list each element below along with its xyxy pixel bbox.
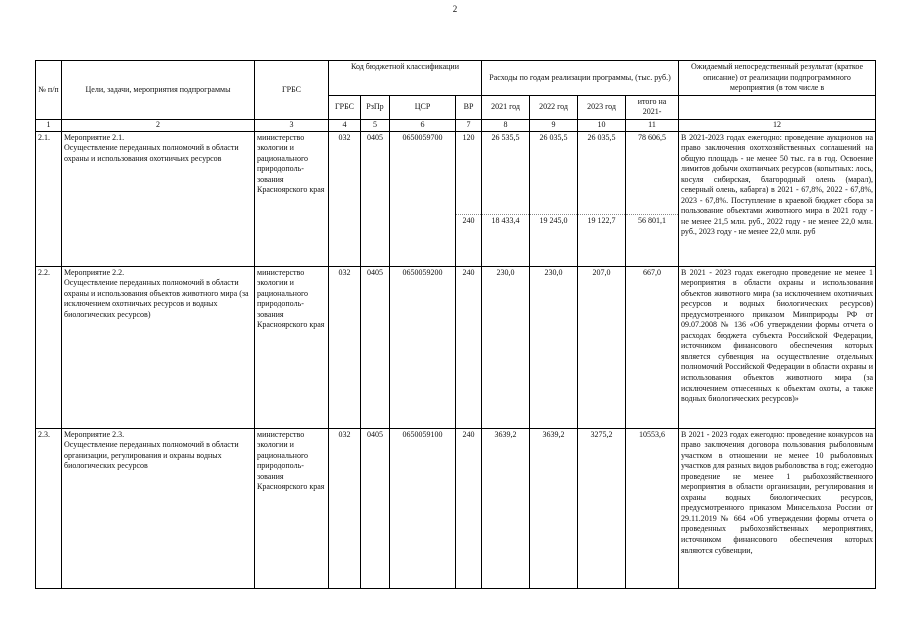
col-number: 2: [62, 119, 255, 131]
col-number: 6: [390, 119, 456, 131]
row-2021: 230,0: [482, 266, 530, 428]
row-goal: [62, 266, 255, 428]
row-csr: 0650059700: [390, 131, 456, 266]
program-table: [35, 60, 876, 589]
subheader-grbs: ГРБС: [329, 95, 361, 119]
row-vr: 240: [456, 428, 482, 588]
row-2022: 230,0: [530, 266, 578, 428]
col-number: 10: [578, 119, 626, 131]
col-number: 1: [36, 119, 62, 131]
row-vr: 240: [456, 214, 482, 266]
row-rzpr: 0405: [361, 131, 390, 266]
row-goal: [62, 428, 255, 588]
row-grbs-code: 032: [329, 131, 361, 266]
page-number: 2: [452, 4, 458, 14]
row-goal: [62, 131, 255, 266]
header-grbs: ГРБС: [255, 61, 329, 120]
row-desc: Осуществление переданных полномочий в области охраны и использования охотничьих ресурсов: [64, 143, 239, 163]
row-total: 56 801,1: [626, 214, 679, 266]
row-vr: 240: [456, 266, 482, 428]
row-2022: 26 035,5: [530, 131, 578, 214]
row-vr: 120: [456, 131, 482, 214]
row-2023: 207,0: [578, 266, 626, 428]
header-goals: Цели, задачи, мероприятия подпрограммы: [62, 61, 255, 120]
row-2022: 19 245,0: [530, 214, 578, 266]
table-row: [36, 266, 876, 428]
row-2023: 19 122,7: [578, 214, 626, 266]
row-csr: 0650059200: [390, 266, 456, 428]
row-title: Мероприятие 2.3.: [64, 429, 125, 439]
col-number: 12: [679, 119, 876, 131]
subheader-2023: 2023 год: [578, 95, 626, 119]
row-2022: 3639,2: [530, 428, 578, 588]
row-rzpr: 0405: [361, 266, 390, 428]
row-2021: 18 433,4: [482, 214, 530, 266]
row-grbs-code: 032: [329, 266, 361, 428]
col-number: 8: [482, 119, 530, 131]
table-row: [36, 131, 876, 214]
row-desc: Осуществление переданных полномочий в области организации, регулирования и охраны водных биологических ресурсов: [64, 440, 239, 471]
row-total: 667,0: [626, 266, 679, 428]
row-title: Мероприятие 2.1.: [64, 132, 125, 142]
row-title: Мероприятие 2.2.: [64, 267, 125, 277]
row-num: 2.1.: [36, 131, 62, 266]
row-total: 10553,6: [626, 428, 679, 588]
row-grbs-name: министерство экологии и рационального природополь-зования Красноярского края: [255, 131, 329, 266]
subheader-result-cont: [679, 95, 876, 119]
subheader-2022: 2022 год: [530, 95, 578, 119]
table-row: [36, 428, 876, 588]
row-rzpr: 0405: [361, 428, 390, 588]
row-result: В 2021 - 2023 годах ежегодно: проведение конкурсов на право заключения договора пользования рыболовным участком в отношении не менее 10 рыболовных участков для разных видов рыболовства в год; ежегодно проведение не менее 1 рыбохозяйственного мероприятия в области организации, регулирования и охраны водных биологических ресурсов, предусмотренного приказом Минсельхоза России от 29.11.2019 № 664 «Об утверждении формы отчета о проведенных рыбохозяйственных мероприятиях, источником финансового обеспечения которых являются субвенции,: [679, 428, 876, 588]
row-result: В 2021 - 2023 годах ежегодно проведение не менее 1 мероприятия в области охраны и использования объектов животного мира (за исключением охотничьих ресурсов и водных биологических ресурсов) предусмотренного приказом Минприроды РФ от 09.07.2008 № 136 «Об утверждении формы отчета о расходах бюджета субъекта Российской Федерации, источником финансового обеспечения которых является субвенция на осуществление отдельных полномочий Российской Федерации в области охраны и использования объектов животного мира (за исключением отнесенных к объектам охоты, а также водных биологических ресурсов)»: [679, 266, 876, 428]
row-2023: 3275,2: [578, 428, 626, 588]
row-2023: 26 035,5: [578, 131, 626, 214]
row-result: В 2021-2023 годах ежегодно: проведение аукционов на право заключения охотхозяйственных соглашений на общую площадь - не менее 50 тыс. га в год. Освоение лимитов добычи охотничьих ресурсов (копытных: лось, косуля сибирская, благородный олень (марал), северный олень, кабарга) в 2021 - 67,8%, 2022 - 67,8%, 2023 - 67,8%. Поступление в краевой бюджет сбора за пользование объектами животного мира в 2021 году - не менее 21,5 млн. руб., 2022 году - не менее 22,0 млн. руб., 2023 году - не менее 22,0 млн. руб: [679, 131, 876, 266]
header-expenses: Расходы по годам реализации программы, (тыс. руб.): [482, 61, 679, 96]
header-budget-class: Код бюджетной классификации: [329, 61, 482, 96]
row-total: 78 606,5: [626, 131, 679, 214]
subheader-vr: ВР: [456, 95, 482, 119]
row-desc: Осуществление переданных полномочий в области охраны и использования объектов животного мира (за исключением охотничьих ресурсов и водных биологических ресурсов): [64, 278, 249, 319]
row-csr: 0650059100: [390, 428, 456, 588]
col-number: 3: [255, 119, 329, 131]
row-grbs-name: министерство экологии и рационального природополь-зования Красноярского края: [255, 428, 329, 588]
col-number: 11: [626, 119, 679, 131]
col-number: 7: [456, 119, 482, 131]
subheader-rzpr: РзПр: [361, 95, 390, 119]
subheader-total: итого на 2021-: [626, 95, 679, 119]
header-num: № п/п: [36, 61, 62, 120]
header-result: Ожидаемый непосредственный результат (краткое описание) от реализации подпрограммного мероприятия (в том числе в: [679, 61, 876, 96]
subheader-csr: ЦСР: [390, 95, 456, 119]
row-grbs-name: министерство экологии и рационального природополь-зования Красноярского края: [255, 266, 329, 428]
col-number: 9: [530, 119, 578, 131]
row-2021: 3639,2: [482, 428, 530, 588]
row-num: 2.2.: [36, 266, 62, 428]
row-grbs-code: 032: [329, 428, 361, 588]
row-num: 2.3.: [36, 428, 62, 588]
row-2021: 26 535,5: [482, 131, 530, 214]
col-number: 5: [361, 119, 390, 131]
subheader-2021: 2021 год: [482, 95, 530, 119]
col-number: 4: [329, 119, 361, 131]
